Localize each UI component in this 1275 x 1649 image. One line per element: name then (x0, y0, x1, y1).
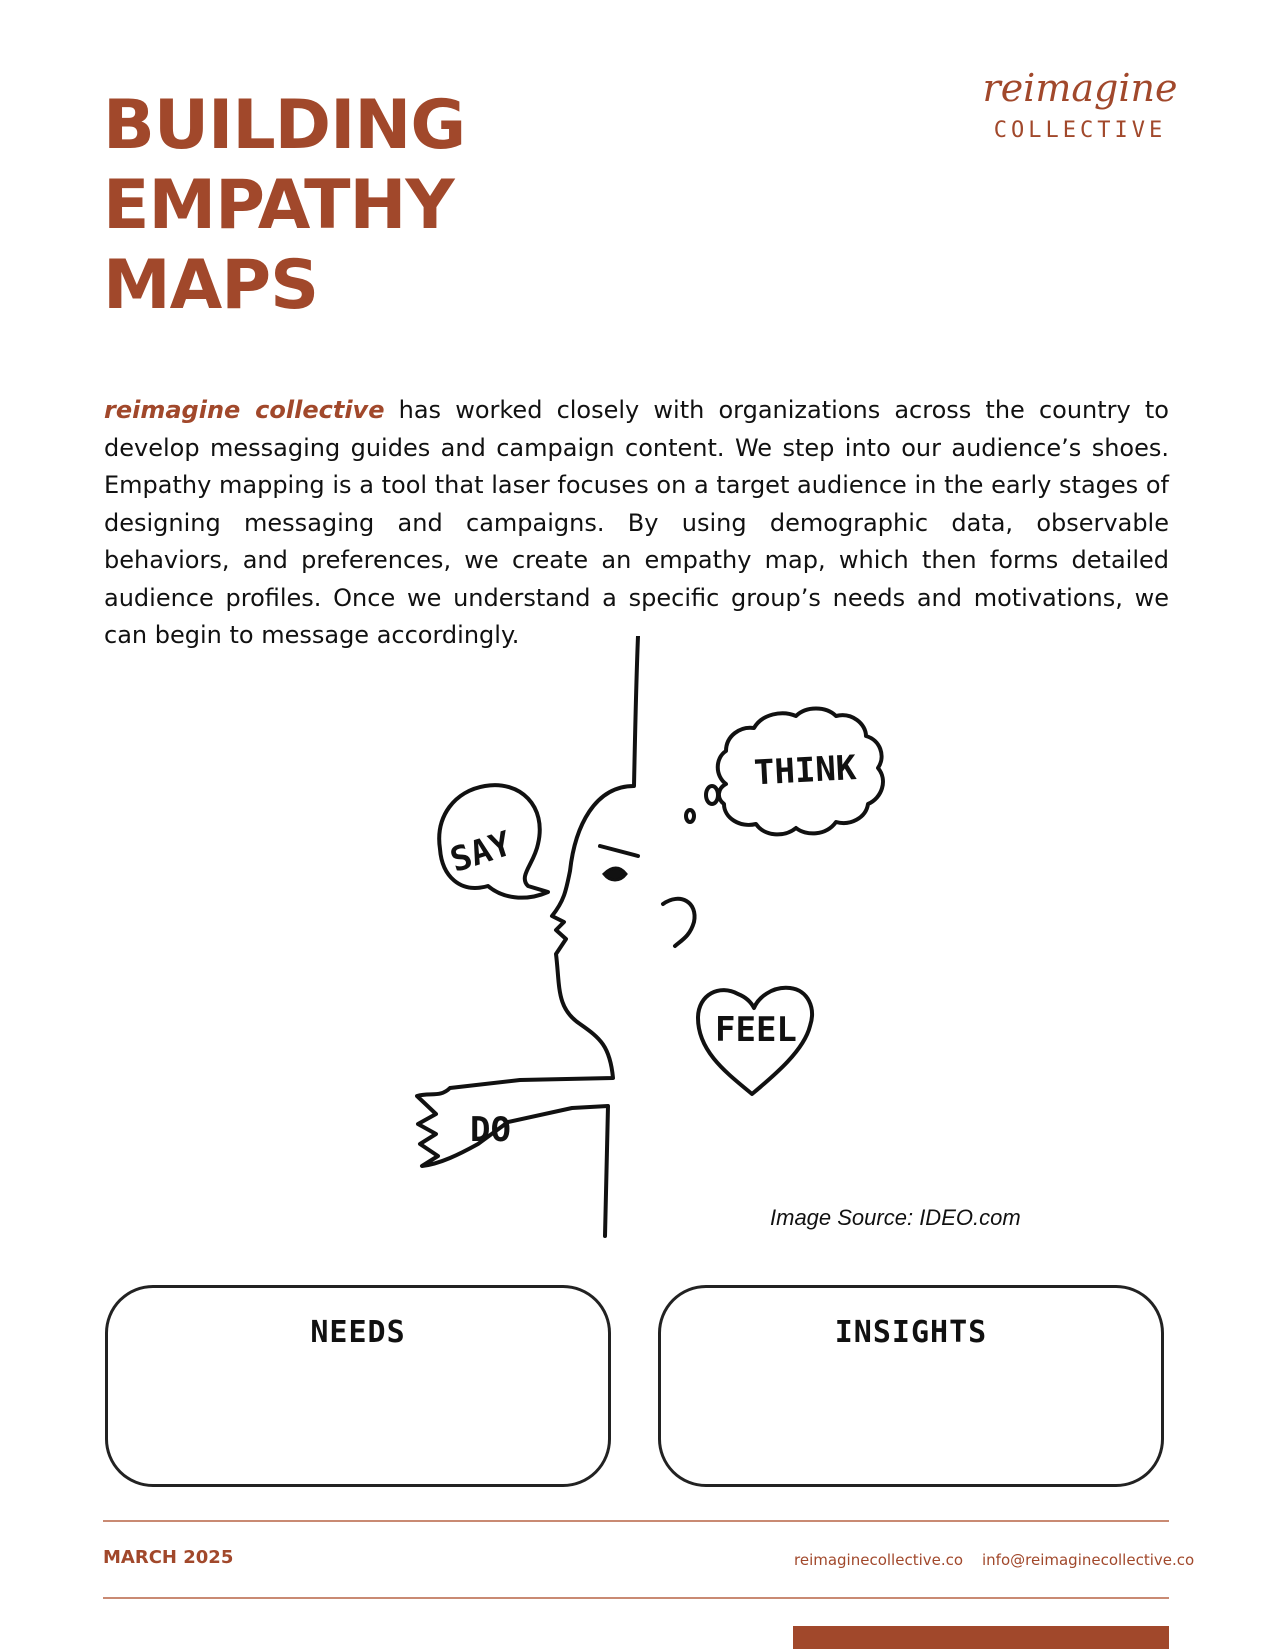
empathy-map-illustration (380, 636, 920, 1246)
do-label: DO (470, 1110, 511, 1150)
empathy-map-drawing (380, 636, 920, 1246)
logo-script-text: reimagine (982, 66, 1178, 110)
footer-website-link[interactable]: reimaginecollective.co (794, 1551, 964, 1569)
title-line-3: MAPS (103, 246, 319, 325)
eye (604, 868, 626, 880)
footer-accent-bar (793, 1626, 1169, 1649)
intro-brand-name: reimagine collective (104, 396, 385, 424)
ear (663, 899, 695, 946)
feel-label: FEEL (715, 1010, 797, 1050)
think-label: THINK (753, 748, 858, 794)
needs-card (105, 1285, 611, 1487)
thought-dot-large (706, 786, 718, 804)
intro-paragraph (104, 392, 1169, 655)
head-profile-outline (417, 636, 638, 1236)
logo-sub-text: COLLECTIVE (993, 118, 1167, 143)
brand-logo (960, 66, 1180, 156)
footer-divider-bottom (103, 1597, 1169, 1599)
footer-email-link[interactable]: info@reimaginecollective.co (982, 1551, 1195, 1569)
say-label: SAY (445, 823, 517, 881)
intro-body: has worked closely with organizations across the country to develop messaging guides and campaign content. We step into our audience’s shoes. Empathy mapping is a tool that laser focuses on a target audience in the early stages of designing messaging and campaigns. By using demographic data, observable behaviors, and preferences, we create an empathy map, which then forms detailed audience profiles. Once we understand a specific group’s needs and motivations, we can begin to message accordingly. (104, 396, 1169, 649)
insights-card (658, 1285, 1164, 1487)
footer-date: MARCH 2025 (103, 1547, 234, 1568)
title-line-1: BUILDING (103, 86, 466, 165)
eyebrow (600, 846, 638, 856)
title-line-2: EMPATHY (103, 166, 454, 245)
thought-dot-small (686, 810, 694, 822)
image-source-caption: Image Source: IDEO.com (770, 1205, 1021, 1230)
needs-label: NEEDS (310, 1315, 406, 1350)
insights-label: INSIGHTS (834, 1315, 988, 1350)
page-title (103, 86, 623, 326)
footer-divider-top (103, 1520, 1169, 1522)
